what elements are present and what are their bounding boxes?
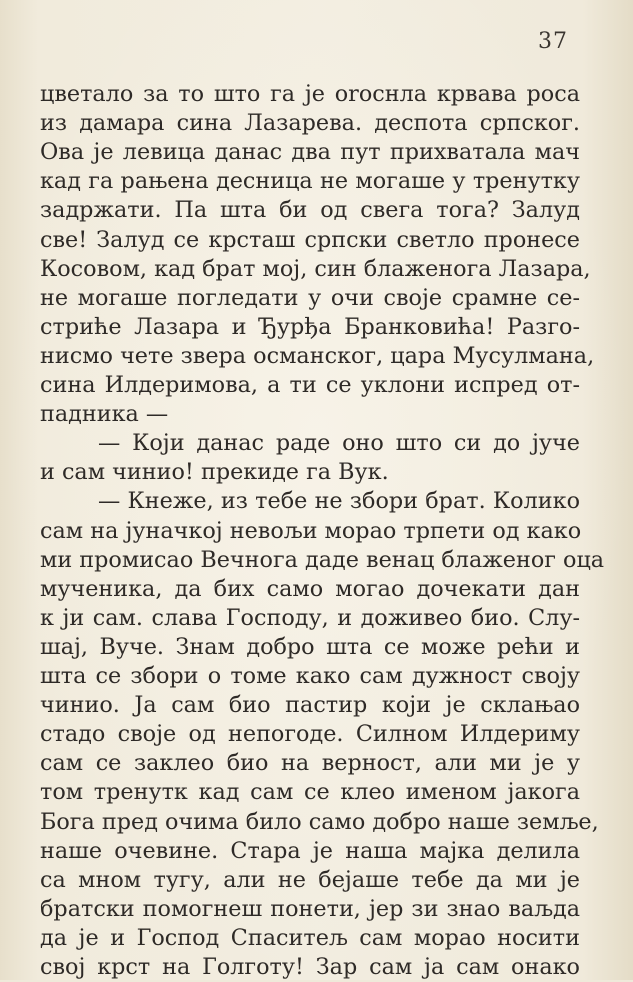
text-line: братски помогнеш понети, јер зи знао ваљда [40, 895, 580, 922]
text-line: падника — [40, 401, 169, 428]
text-line: мученика, да бих само могао дочекати дан [40, 575, 580, 602]
text-line: стриће Лазара и Ђурђа Бранковића! Разго- [40, 313, 580, 340]
page-number: 37 [538, 29, 568, 54]
text-line: сам на јуначкој невољи морао трпети од како [40, 517, 582, 544]
text-line: — Кнеже, из тебе не збори брат. Колико [98, 488, 580, 515]
text-line: свој крст на Голготу! Зар сам ја сам онако [40, 954, 580, 980]
text-line: наше очевине. Стара је наша мајка делила [40, 837, 580, 864]
text-line: ми промисао Вечнога даде венац блаженог оца [40, 546, 605, 573]
text-line: не могаше погледати у очи своје срамне се- [40, 284, 580, 311]
text-line: шај, Вуче. Знам добро шта се може рећи и [40, 633, 580, 660]
text-line: из дамара сина Лазарева. деспота српског. [40, 110, 580, 137]
text-line: Бога пред очима било само добро наше земље, [40, 808, 599, 835]
text-line: — Који данас раде оно што си до јуче [98, 430, 580, 457]
text-line: све! Залуд се крсташ српски светло пронесе [40, 226, 580, 253]
text-line: са мном тугу, али не бејаше тебе да ми је [40, 866, 580, 893]
text-line: кад га рањена десница не могаше у тренутку [40, 168, 580, 195]
text-line: том тренутк кад сам се клео именом јакога [40, 779, 580, 806]
text-line: шта се збори о томе како сам дужност своју [40, 663, 580, 689]
text-line: Косовом, кад брат мој, син блаженога Лазара, [40, 255, 591, 282]
text-line: сам се заклео био на верност, али ми је у [40, 750, 580, 777]
text-line: чинио. Ја сам био пастир који је склањао [40, 692, 580, 719]
text-line: и сам чинио! прекиде га Вук. [40, 459, 389, 486]
text-line: Ова је левица данас два пут прихватала мач [40, 139, 580, 166]
text-line: нисмо чете звера османског, цара Мусулмана, [40, 342, 595, 369]
text-line: к ји сам. слава Господу, и доживео био. Слу- [40, 604, 580, 631]
text-line: стадо своје од непогоде. Силном Илдериму [40, 721, 580, 748]
text-line: сина Илдеримова, а ти се уклони испред от- [40, 372, 580, 398]
text-line: цветало за то што га је orocнла крвава роса [40, 81, 580, 107]
text-line: задржати. Па шта би од свега тога? Залуд [40, 197, 580, 224]
text-line: да је и Господ Спаситељ сам морао носити [40, 924, 580, 951]
